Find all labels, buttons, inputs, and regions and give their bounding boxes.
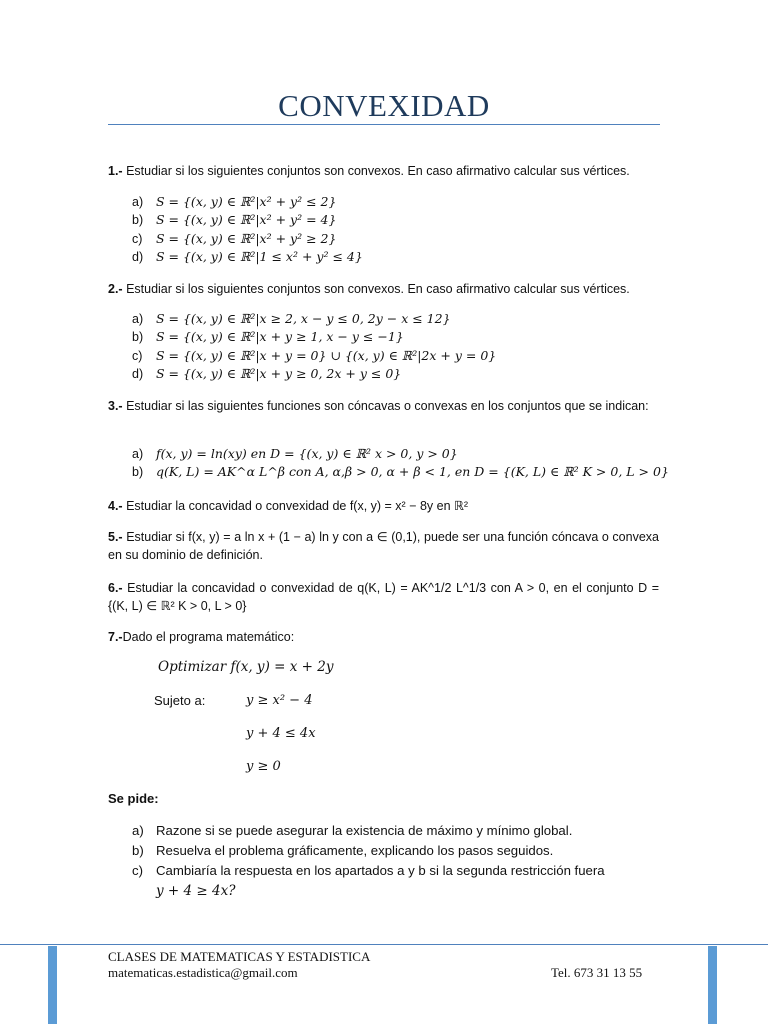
question-2-text: Estudiar si los siguientes conjuntos son convexos. En caso afirmativo calcular sus vértices. [122, 282, 630, 296]
list-item: b) S = {(x, y) ∈ ℝ²|x² + y² = 4} [132, 212, 337, 228]
question-7-list [132, 821, 605, 901]
constraint-2: y + 4 ≤ 4x [246, 726, 316, 741]
list-item: c) S = {(x, y) ∈ ℝ²|x + y = 0} ∪ {(x, y) ∈ ℝ²|2x + y = 0} [132, 347, 497, 363]
question-6-text: Estudiar la concavidad o convexidad de q(K, L) = AK^1/2 L^1/3 con A > 0, en el conjunto D = {(K, L) ∈ ℝ² K > 0, L > 0} [108, 581, 659, 613]
list-item: b) S = {(x, y) ∈ ℝ²|x + y ≥ 1, x − y ≤ −1} [132, 329, 404, 345]
list-item: b) Resuelva el problema gráficamente, explicando los pasos seguidos. [132, 843, 554, 858]
footer-title: CLASES DE MATEMATICAS Y ESTADISTICA [108, 949, 371, 964]
constraint-3: y ≥ 0 [246, 759, 281, 774]
list-item: d) S = {(x, y) ∈ ℝ²|x + y ≥ 0, 2x + y ≤ 0} [132, 366, 402, 382]
footer-left-bar [48, 946, 57, 1024]
list-item: d) S = {(x, y) ∈ ℝ²|1 ≤ x² + y² ≤ 4} [132, 249, 363, 265]
question-7 [108, 628, 659, 646]
question-5-text: Estudiar si f(x, y) = a ln x + (1 − a) ln y con a ∈ (0,1), puede ser una función cóncava o convexa en su dominio de definición. [108, 530, 659, 562]
question-2 [108, 280, 659, 298]
list-item: a) f(x, y) = ln(xy) en D = {(x, y) ∈ ℝ² x > 0, y > 0} [132, 446, 458, 461]
question-1-list [132, 193, 363, 267]
footer-phone: Tel. 673 31 13 55 [551, 965, 643, 980]
question-1 [108, 162, 659, 180]
list-item: b) q(K, L) = AK^α L^β con A, α,β > 0, α + β < 1, en D = {(K, L) ∈ ℝ² K > 0, L > 0} [132, 464, 669, 480]
title-underline [108, 124, 660, 125]
question-5 [108, 528, 659, 564]
list-item-continuation: y + 4 ≥ 4x? [156, 883, 236, 899]
question-7-text: Dado el programa matemático: [122, 630, 295, 644]
page-title: CONVEXIDAD [278, 88, 490, 123]
subject-to-label: Sujeto a: [154, 693, 206, 708]
constraint-1: y ≥ x² − 4 [246, 693, 313, 708]
footer-email: matematicas.estadistica@gmail.com [108, 965, 298, 980]
list-item: a) S = {(x, y) ∈ ℝ²|x² + y² ≤ 2} [132, 194, 337, 209]
question-6-number: 6.- [108, 581, 123, 595]
question-3-text: Estudiar si las siguientes funciones son cóncavas o convexas en los conjuntos que se indican: [122, 399, 649, 413]
list-item: a) S = {(x, y) ∈ ℝ²|x ≥ 2, x − y ≤ 0, 2y − x ≤ 12} [132, 311, 451, 326]
question-1-number: 1.- [108, 164, 123, 178]
question-6 [108, 579, 659, 615]
footer-divider [0, 944, 768, 945]
list-item: c) Cambiaría la respuesta en los apartados a y b si la segunda restricción fuera [132, 863, 605, 878]
footer-right-bar [708, 946, 717, 1024]
list-item: c) S = {(x, y) ∈ ℝ²|x² + y² ≥ 2} [132, 230, 337, 246]
question-4-number: 4.- [108, 499, 123, 513]
se-pide-label: Se pide: [108, 791, 159, 806]
question-2-list [132, 310, 496, 384]
question-5-number: 5.- [108, 530, 123, 544]
question-7-number: 7.- [108, 630, 123, 644]
question-3 [108, 397, 659, 415]
question-3-list [132, 445, 669, 482]
list-item: a) Razone si se puede asegurar la existencia de máximo y mínimo global. [132, 823, 573, 838]
question-2-number: 2.- [108, 282, 123, 296]
question-1-text: Estudiar si los siguientes conjuntos son convexos. En caso afirmativo calcular sus vértices. [122, 164, 630, 178]
question-4 [108, 497, 659, 515]
question-4-text: Estudiar la concavidad o convexidad de f(x, y) = x² − 8y en ℝ² [122, 499, 469, 513]
objective-function: Optimizar f(x, y) = x + 2y [158, 659, 334, 675]
question-3-number: 3.- [108, 399, 123, 413]
